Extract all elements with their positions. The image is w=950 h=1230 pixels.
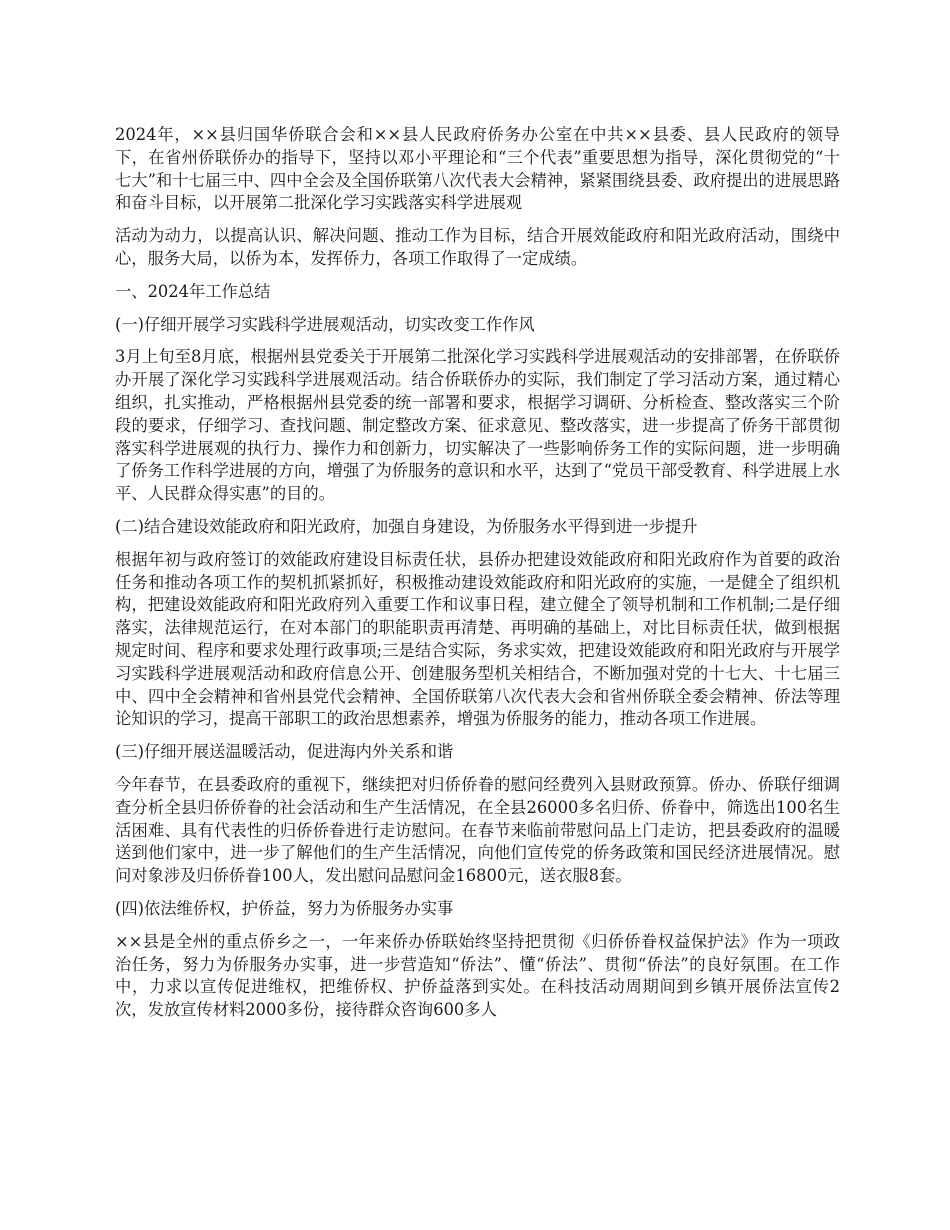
document-body [115,124,840,1032]
subsection-3-body: 今年春节，在县委政府的重视下，继续把对归侨侨眷的慰问经费列入县财政预算。侨办、侨联仔细调查分析全县归侨侨眷的社会活动和生产生活情况，在全县26000多名归侨、侨眷中，筛选出100名生活困难、具有代表性的归侨侨眷进行走访慰问。在春节来临前带慰问品上门走访，把县委政府的温暖送到他们家中，进一步了解他们的生产生活情况，向他们宣传党的侨务政策和国民经济进展情况。慰问对象涉及归侨侨眷100人，发出慰问品慰问金16800元，送衣服8套。 [115,774,840,886]
section-heading-summary: 一、2024年工作总结 [115,281,271,301]
subsection-heading-4: (四)依法维侨权，护侨益，努力为侨服务办实事 [115,898,454,918]
subsection-heading-1: (一)仔细开展学习实践科学进展观活动，切实改变工作作风 [115,314,535,334]
subsection-1-body: 3月上旬至8月底，根据州县党委关于开展第二批深化学习实践科学进展观活动的安排部署，在侨联侨办开展了深化学习实践科学进展观活动。结合侨联侨办的实际，我们制定了学习活动方案，通过精心组织，扎实推动，严格根据州县党委的统一部署和要求，根据学习调研、分析检查、整改落实三个阶段的要求，仔细学习、查找问题、制定整改方案、征求意见、整改落实，进一步提高了侨务干部贯彻落实科学进展观的执行力、操作力和创新力，切实解决了一些影响侨务工作的实际问题，进一步明确了侨务工作科学进展的方向，增强了为侨服务的意识和水平，达到了“党员干部受教育、科学进展上水平、人民群众得实惠”的目的。 [115,347,840,504]
subsection-heading-2: (二)结合建设效能政府和阳光政府，加强自身建设，为侨服务水平得到进一步提升 [115,516,698,536]
subsection-2-body: 根据年初与政府签订的效能政府建设目标责任状，县侨办把建设效能政府和阳光政府作为首要的政治任务和推动各项工作的契机抓紧抓好，积极推动建设效能政府和阳光政府的实施，一是健全了组织机构，把建设效能政府和阳光政府列入重要工作和议事日程，建立健全了领导机制和工作机制;二是仔细落实，法律规范运行，在对本部门的职能职责再清楚、再明确的基础上，对比目标责任状，做到根据规定时间、程序和要求处理行政事项;三是结合实际，务求实效，把建设效能政府和阳光政府与开展学习实践科学进展观活动和政府信息公开、创建服务型机关相结合，不断加强对党的十七大、十七届三中、四中全会精神和省州县党代会精神、全国侨联第八次代表大会和省州侨联全委会精神、侨法等理论知识的学习，提高干部职工的政治思想素养，增强为侨服务的能力，推动各项工作进展。 [115,549,840,729]
subsection-4-body: ××县是全州的重点侨乡之一，一年来侨办侨联始终坚持把贯彻《归侨侨眷权益保护法》作为一项政治任务，努力为侨服务办实事，进一步营造知“侨法”、懂“侨法”、贯彻“侨法”的良好氛围。在工作中，力求以宣传促进维权，把维侨权、护侨益落到实处。在科技活动周期间到乡镇开展侨法宣传2次，发放宣传材料2000多份，接待群众咨询600多人 [115,931,840,1020]
subsection-heading-3: (三)仔细开展送温暖活动，促进海内外关系和谐 [115,742,454,762]
intro-paragraph-continued: 活动为动力，以提高认识、解决问题、推动工作为目标，结合开展效能政府和阳光政府活动，围绕中心，服务大局，以侨为本，发挥侨力，各项工作取得了一定成绩。 [115,226,840,268]
intro-paragraph: 2024年，××县归国华侨联合会和××县人民政府侨务办公室在中共××县委、县人民政府的领导下，在省州侨联侨办的指导下，坚持以邓小平理论和“三个代表”重要思想为指导，深化贯彻党的“十七大”和十七届三中、四中全会及全国侨联第八次代表大会精神，紧紧围绕县委、政府提出的进展思路和奋斗目标，以开展第二批深化学习实践落实科学进展观 [115,125,840,213]
